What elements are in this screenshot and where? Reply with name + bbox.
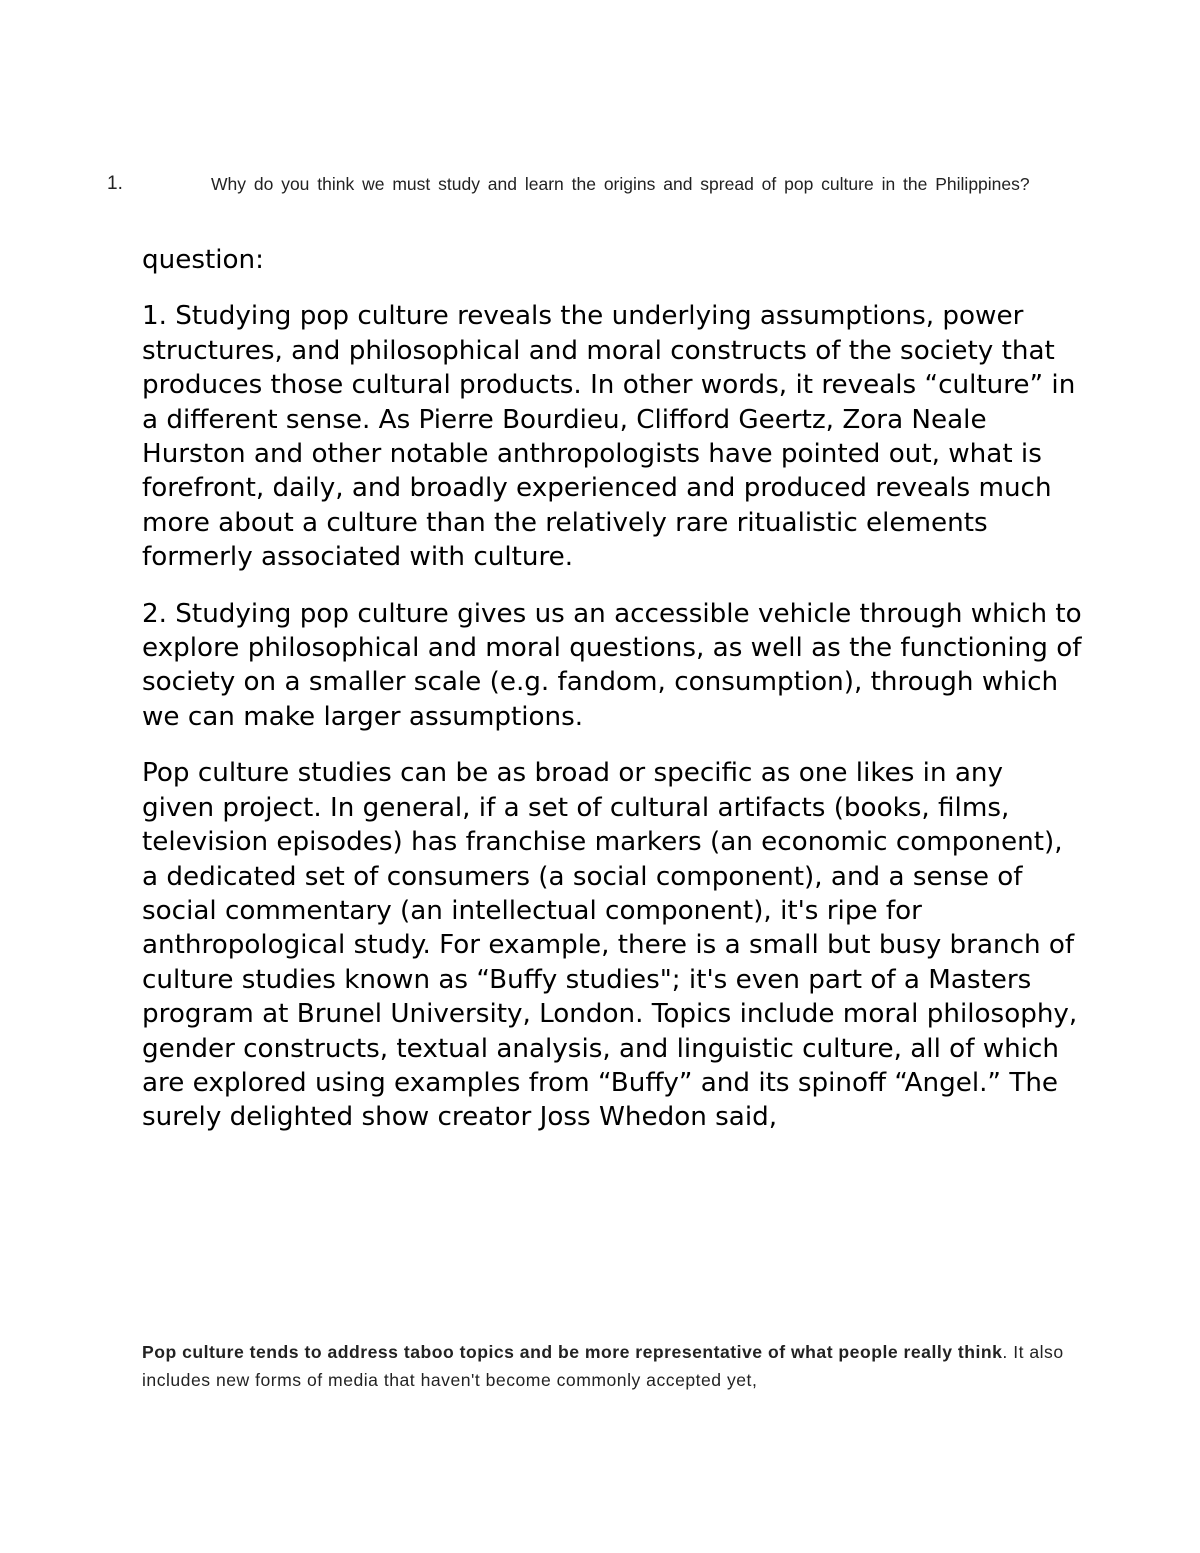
excerpt-paragraph [142,1338,1072,1394]
question-item [107,172,1059,196]
answer-label: question: [142,245,264,275]
answer-body [142,243,1082,1157]
question-text: Why do you think we must study and learn the origins and spread of pop culture in the Philippines? [211,174,1030,194]
answer-paragraph-3: Pop culture studies can be as broad or specific as one likes in any given project. In general, if a set of cultural artifacts (books, films, television episodes) has franchise markers (an economic component), a dedicated set of consumers (a social component), and a sense of social commentary (an intellectual component), it's ripe for anthropological study. For example, there is a small but busy branch of culture studies known as “Buffy studies"; it's even part of a Masters program at Brunel University, London. Topics include moral philosophy, gender constructs, textual analysis, and linguistic culture, all of which are explored using examples from “Buffy” and its spinoff “Angel.” The surely delighted show creator Joss Whedon said, [142,758,1078,1133]
excerpt-regular-text: . It also includes new forms of media that haven't become commonly accepted yet, [142,1342,1064,1390]
question-number: 1. [107,173,123,194]
answer-paragraph-1: 1. Studying pop culture reveals the underlying assumptions, power structures, and philosophical and moral constructs of the society that produces those cultural products. In other words, it reveals “culture” in a different sense. As Pierre Bourdieu, Clifford Geertz, Zora Neale Hurston and other notable anthropologists have pointed out, what is forefront, daily, and broadly experienced and produced reveals much more about a culture than the relatively rare ritualistic elements formerly associated with culture. [142,301,1076,573]
excerpt-bold-text: Pop culture tends to address taboo topics and be more representative of what people really think [142,1342,1003,1362]
answer-paragraph-2: 2. Studying pop culture gives us an accessible vehicle through which to explore philosophical and moral questions, as well as the functioning of society on a smaller scale (e.g. fandom, consumption), through which we can make larger assumptions. [142,598,1082,732]
